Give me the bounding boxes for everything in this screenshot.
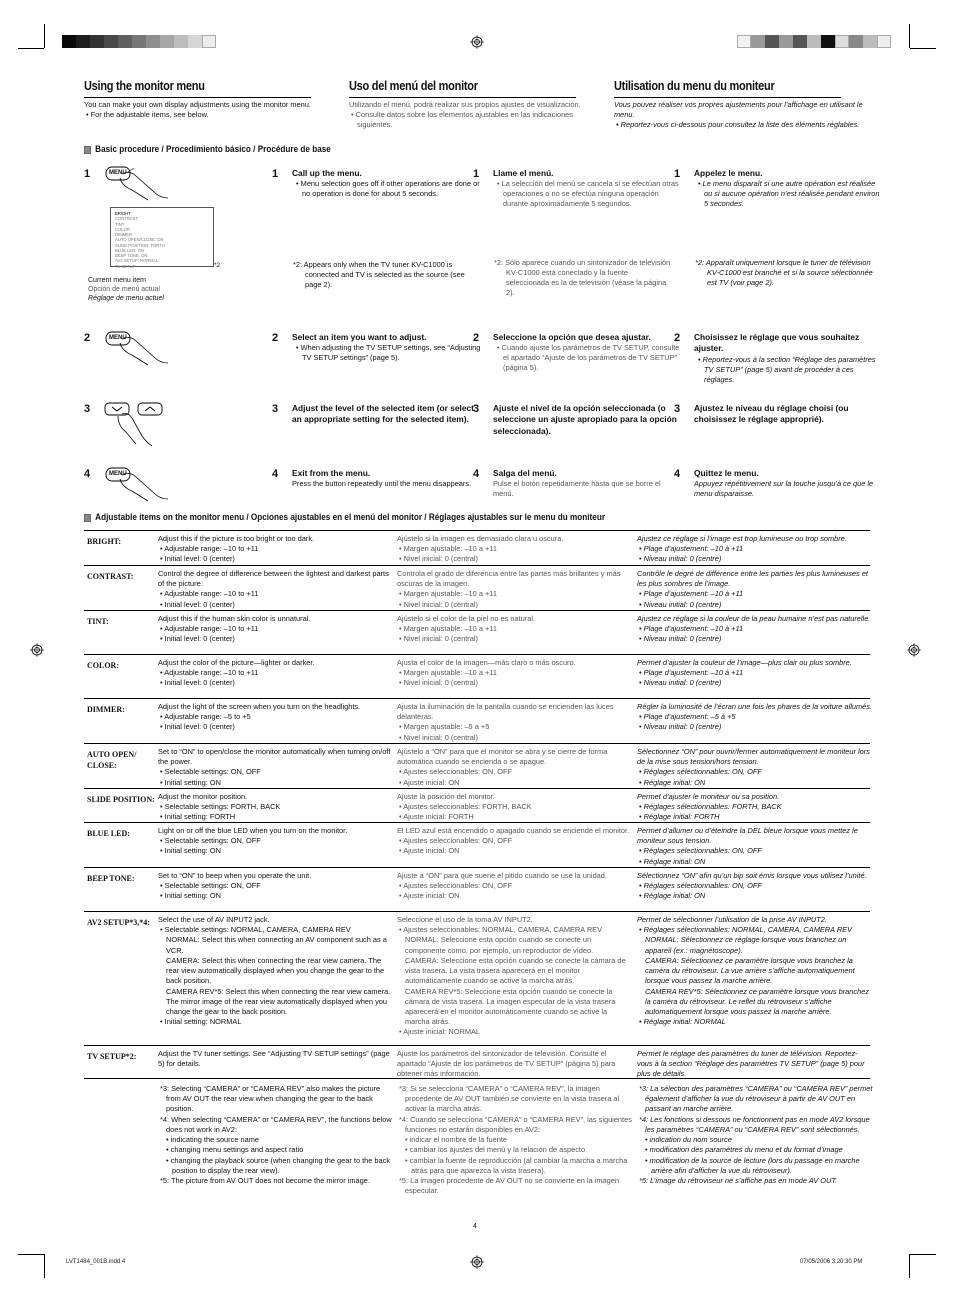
step-en-3 (292, 403, 482, 426)
step-title: Appelez le menu. (694, 168, 763, 178)
square-icon (84, 146, 91, 154)
menu-list-illustration (110, 207, 214, 267)
gray-scale-bar (62, 35, 216, 48)
cell-line: Permet d’ajuster le moniteur ou sa position. (637, 792, 780, 801)
step-title: Call up the menu. (292, 168, 362, 178)
cell-es (397, 826, 633, 857)
step-number: 1 (473, 168, 480, 180)
step-title: Ajuste el nivel de la opción seleccionada (o seleccione un ajuste apropiado para la opción seleccionada). (493, 403, 677, 436)
step-title: Quittez le menu. (694, 468, 759, 478)
cell-line: • Margen ajustable: –10 a +11 (399, 544, 497, 554)
cell-line: • Réglage initial: NORMAL (639, 1017, 726, 1027)
step-number: 3 (473, 403, 480, 415)
menu-list-item: SLIDE POSITION: FORTH (115, 242, 165, 248)
registration-mark-icon (907, 643, 921, 657)
cell-line: • Ajuste inicial: ON (399, 777, 460, 787)
page-title-es: Uso del menú del monitor (349, 78, 576, 98)
note-en: *2: Appears only when the TV tuner KV-C1000 is connected and TV is selected as the source (see page 2). (293, 260, 465, 289)
footnote-line: • cambiar la fuente de reproducción (al cambiar la marcha a marcha atrás para que aparezca la vista trasera). (405, 1155, 628, 1175)
row-label: BRIGHT: (87, 537, 122, 546)
crop-mark (910, 1254, 936, 1255)
cell-line: Ajusta el color de la imagen—más claro o más oscuro. (397, 658, 576, 667)
step-bullet: • Reportez-vous à la section “Réglage des paramètres TV SETUP” (page 5) avant de procéder à ces réglages. (698, 354, 876, 384)
section-heading-adjustable: Adjustable items on the monitor menu / Opciones ajustables en el menú del monitor / Réglages ajustables sur le menu du moniteur (84, 512, 605, 524)
step-fr-4 (694, 468, 884, 499)
table-row (84, 788, 870, 822)
hand-pressing-menu-icon: MENU (100, 329, 170, 374)
section-heading-basic: Basic procedure / Procedimiento básico / Procédure de base (84, 144, 331, 156)
cell-line: • Initial setting: ON (160, 777, 221, 787)
cell-fr (637, 569, 873, 610)
cell-en (158, 534, 394, 565)
row-label: SLIDE POSITION: (87, 795, 155, 804)
footnotes-es (397, 1084, 633, 1196)
menu-list-item: CONTRAST (115, 216, 139, 222)
step-text: Press the button repeatedly until the menu disappears. (292, 479, 472, 489)
table-row (84, 654, 870, 698)
cell-line: • Initial level: 0 (center) (160, 678, 235, 688)
column-en (84, 78, 342, 98)
cell-line: Ajustez ce réglage si l’image est trop lumineuse ou trop sombre. (637, 534, 847, 543)
step-title: Ajustez le niveau du réglage choisi (ou choisissez le réglage approprié). (694, 403, 849, 425)
cell-line: • Margen ajustable: –5 a +5 (399, 722, 490, 732)
row-label: COLOR: (87, 661, 119, 670)
cell-fr (637, 658, 873, 689)
cell-line: • Niveau initial: 0 (centre) (639, 678, 722, 688)
cell-line: • Plage d’ajustement: –5 à +5 (639, 712, 736, 722)
cell-line: • Adjustable range: –5 to +5 (160, 712, 251, 722)
crop-mark (44, 1254, 45, 1278)
cell-en (158, 747, 394, 788)
step-fr-3 (694, 403, 884, 426)
table-row (84, 1045, 870, 1078)
step-number: 2 (674, 332, 681, 344)
step-bullet: • When adjusting the TV SETUP settings, see “Adjusting TV SETUP settings” (page 5). (296, 343, 481, 363)
step-number: 1 (272, 168, 279, 180)
cell-line: • Plage d’ajustement: –10 à +11 (639, 668, 744, 678)
step-number: 3 (674, 403, 681, 415)
cell-line: CAMERA: Sélectionnez ce paramètre lorsque vous branchez la caméra du rétroviseur. La vue arrière s’affiche automatiquement lorsque vous passez la marche arrière. (645, 955, 855, 986)
step-title: Llame el menú. (493, 168, 554, 178)
cell-line: CAMERA: Select this when connecting the rear view camera. The rear view automatically displayed when you change the gear to the back position. (166, 955, 385, 986)
cell-line: • Selectable settings: ON, OFF (160, 881, 261, 891)
step-number: 2 (473, 332, 480, 344)
cell-fr (637, 792, 873, 823)
cell-line: • Initial setting: FORTH (160, 812, 236, 822)
cell-line: Set to “ON” to beep when you operate the unit. (158, 871, 312, 880)
step-en-1 (292, 168, 482, 199)
square-icon (84, 514, 91, 522)
registration-mark-icon (470, 1255, 484, 1269)
table-row (84, 565, 870, 610)
menu-button-label: MENU (109, 170, 127, 176)
page-title-fr: Utilisation du menu du moniteur (614, 78, 841, 98)
step-number: 4 (674, 468, 681, 480)
cell-line: Adjust this if the human skin color is unnatural. (158, 614, 311, 623)
step-number: 3 (272, 403, 279, 415)
cell-es (397, 702, 633, 743)
footer-date: 07/05/2006 3:20:30 PM (800, 1259, 863, 1265)
cell-line: • Réglage initial: ON (639, 856, 706, 866)
footnote-mark: *2 (214, 262, 221, 269)
step-number: 4 (84, 468, 91, 480)
menu-list-item: TINT (115, 221, 125, 227)
footnote-line: • changing the playback source (when changing the gear to the back position to display the rear view). (166, 1155, 391, 1175)
cell-line: Ajústelo si la imagen es demasiado clara u oscura. (397, 534, 564, 543)
cell-line: NORMAL: Sélectionnez ce réglage lorsque vous branchez un appareil (ex.: magnétoscope). (645, 935, 847, 955)
footnote-line: • indicar el nombre de la fuente (405, 1135, 508, 1145)
row-label: DIMMER: (87, 705, 125, 714)
cell-es (397, 871, 633, 902)
cell-line: • Initial level: 0 (center) (160, 554, 235, 564)
footnote-line: • indication du nom source (645, 1135, 732, 1145)
table-row (84, 743, 870, 788)
step-title: Seleccione la opción que desea ajustar. (493, 332, 651, 342)
cell-line: • Réglage initial: ON (639, 891, 706, 901)
row-label: BLUE LED: (87, 829, 130, 838)
cell-line: Controla el grado de diferencia entre las partes más brillantes y más oscuras de la imagen. (397, 569, 621, 589)
cell-line: • Réglages sélectionnables: ON, OFF (639, 846, 762, 856)
cell-line: Régler la luminosité de l’écran une fois les phares de la voiture allumés. (637, 702, 872, 711)
cell-fr (637, 747, 873, 788)
row-label: TINT: (87, 617, 109, 626)
cell-fr (637, 534, 873, 565)
cell-line: • Niveau initial: 0 (centre) (639, 554, 722, 564)
footnote-line: *5: The picture from AV OUT does not become the mirror image. (160, 1175, 370, 1185)
column-es (349, 78, 607, 98)
cell-line: • Nivel inicial: 0 (central) (399, 554, 478, 564)
cell-line: • Plage d’ajustement: –10 à +11 (639, 544, 744, 554)
cell-line: • Initial level: 0 (center) (160, 599, 235, 609)
cell-fr (637, 915, 873, 1027)
step-bullet: • Le menu disparaît si une autre opération est réalisée ou si aucune opération n’est réalisée pendant environ 5 secondes. (698, 179, 880, 209)
footnote-line: *5: La imagen procedente de AV OUT no se convierte en la imagen especular. (399, 1175, 619, 1196)
menu-list-item: AV2 SETUP: NORMAL (115, 258, 158, 264)
footnote-line: • cambiar los ajustes del menú y la relación de aspecto (405, 1145, 586, 1155)
footnotes-en (158, 1084, 394, 1186)
step-text: Appuyez répétitivement sur la touche jusqu’à ce que le menu disparaisse. (694, 479, 874, 499)
cell-line: • Selectable settings: ON, OFF (160, 836, 261, 846)
menu-list-item: AUTO OPEN/CLOSE: ON (115, 237, 164, 243)
cell-en (158, 658, 394, 689)
cell-line: Ajustez ce réglage si la couleur de la peau humaine n’est pas naturelle. (637, 614, 871, 623)
cell-line: • Initial level: 0 (center) (160, 634, 235, 644)
step-title: Select an item you want to adjust. (292, 332, 427, 342)
step-title: Salga del menú. (493, 468, 557, 478)
cell-en (158, 915, 394, 1027)
cell-line: CAMERA REV*5: Seleccione esta opción cuando se conecte la cámara de vista trasera. La imagen especular de la vista trasera aparecerá en el monitor automáticamente cuando se active la marcha atrás. (405, 986, 616, 1027)
cell-line: CAMERA REV*5: Select this when connecting the rear view camera. The mirror image of the rear view automatically displayed when you change the gear to the back position. (166, 986, 391, 1016)
menu-list-item: DIMMER (115, 232, 132, 237)
table-row (84, 911, 870, 1045)
cell-line: • Nivel inicial: 0 (central) (399, 634, 478, 644)
cell-line: Adjust this if the picture is too bright or too dark. (158, 534, 315, 543)
cell-en (158, 1049, 394, 1069)
step-number: 4 (473, 468, 480, 480)
cell-line: • Niveau initial: 0 (centre) (639, 599, 722, 609)
cell-line: • Réglages sélectionnables: FORTH, BACK (639, 802, 782, 812)
crop-mark (18, 48, 44, 49)
cell-line: NORMAL: Select this when connecting an AV component such as a VCR. (166, 935, 387, 955)
step-number: 1 (84, 168, 91, 180)
crop-mark (18, 1254, 44, 1255)
cell-line: Ajuste a “ON” para que suene el pitido cuando se use la unidad. (397, 871, 607, 880)
cell-es (397, 658, 633, 689)
cell-line: • Selectable settings: ON, OFF (160, 767, 261, 777)
cell-line: Adjust the color of the picture—lighter or darker. (158, 658, 315, 667)
step-text: Pulse el botón repetidamente hasta que se borre el menú. (493, 479, 661, 499)
cell-es (397, 614, 633, 645)
cell-line: Ajusta la iluminación de la pantalla cuando se encienden las luces delanteras. (397, 702, 614, 722)
step-number: 4 (272, 468, 279, 480)
cell-line: • Réglage initial: FORTH (639, 812, 720, 822)
cell-line: Seleccione el uso de la toma AV INPUT2. (397, 915, 533, 924)
cell-line: • Initial level: 0 (center) (160, 722, 235, 732)
cell-en (158, 826, 394, 857)
cell-line: • Selectable settings: NORMAL, CAMERA, CAMERA REV (160, 925, 351, 935)
cell-line: Ajústelo a “ON” para que el monitor se abra y se cierre de forma automática cuando se encienda o se apague. (397, 747, 608, 767)
cell-line: Contrôle le degré de différence entre les parties les plus lumineuses et les plus sombres de l’image. (637, 569, 868, 589)
current-item-caption: Current menu item Opción de menú actual Réglage de menu actuel (88, 277, 164, 303)
cell-line: Light on or off the blue LED when you turn on the monitor. (158, 826, 348, 835)
cell-line: • Margen ajustable: –10 a +11 (399, 624, 497, 634)
cell-en (158, 871, 394, 902)
menu-list-item: BRIGHT (115, 211, 131, 216)
cell-line: • Initial setting: ON (160, 846, 221, 856)
cell-line: • Initial setting: ON (160, 891, 221, 901)
cell-line: • Margen ajustable: –10 a +11 (399, 589, 497, 599)
cell-line: Permet de sélectionner l’utilisation de la prise AV INPUT2. (637, 915, 827, 924)
cell-line: • Initial setting: NORMAL (160, 1017, 242, 1027)
cell-line: El LED azul está encendido o apagado cuando se enciende el monitor. (397, 826, 630, 835)
cell-fr (637, 614, 873, 645)
cell-line: Adjust the light of the screen when you turn on the headlights. (158, 702, 361, 711)
crop-mark (909, 24, 910, 48)
cell-line: Adjust the monitor position. (158, 792, 248, 801)
footer-file: LVT1484_001B.indd 4 (66, 1259, 126, 1265)
cell-line: CAMERA: Seleccione esta opción cuando se conecte la cámara de vista trasera. La vista trasera aparecerá en el monitor automáticamente cuando se active la marcha atrás. (405, 955, 626, 986)
cell-line: • Ajustes seleccionables: ON, OFF (399, 881, 513, 891)
cell-line: • Adjustable range: –10 to +11 (160, 544, 259, 554)
registration-mark-icon (470, 35, 484, 49)
cell-line: • Ajuste inicial: FORTH (399, 812, 474, 822)
footnote-line: *4: When selecting “CAMERA” or “CAMERA REV”, the functions below does not work in AV2: (160, 1114, 392, 1134)
cell-en (158, 569, 394, 610)
cell-line: Ajuste la posición del monitor. (397, 792, 495, 801)
step-en-4 (292, 468, 482, 489)
cell-line: Permet d’ajuster la couleur de l’image—plus clair ou plus sombre. (637, 658, 852, 667)
step-title: Adjust the level of the selected item (or select an appropriate setting for the selected item). (292, 403, 474, 425)
cell-line: • Niveau initial: 0 (centre) (639, 634, 722, 644)
crop-mark (910, 48, 936, 49)
step-es-3 (493, 403, 683, 437)
footnote-line: • indicating the source name (166, 1135, 259, 1145)
step-number: 1 (674, 168, 681, 180)
step-number: 3 (84, 403, 91, 415)
cell-line: • Ajuste inicial: ON (399, 891, 460, 901)
step-fr-1 (694, 168, 884, 209)
cell-line: • Ajustes seleccionables: NORMAL, CAMERA, CAMERA REV (399, 925, 603, 935)
table-row (84, 610, 870, 654)
cell-line: CAMERA REV*5: Sélectionnez ce paramètre lorsque vous branchez la caméra du rétroviseur. Le reflet du rétroviseur s’affiche automatiquement lorsque vous passez la marche arrière. (645, 986, 870, 1016)
footnote-line: • modification de la source de lecture (lors du passage en marche arrière afin d’afficher la vue du rétroviseur). (645, 1155, 860, 1175)
row-label: CONTRAST: (87, 572, 134, 581)
cell-line: Control the degree of difference between the lightest and darkest parts of the picture. (158, 569, 389, 589)
note-es: *2: Sólo aparece cuando un sintonizador de televisión KV-C1000 está conectado y la fuente seleccionada es la de televisión (véase la página 2). (494, 258, 671, 297)
cell-line: • Niveau initial: 0 (centre) (639, 722, 722, 732)
cell-line: Ajuste los parámetros del sintonizador de televisión. Consulte el apartado “Ajuste de los parámetros de TV SETUP” (página 5) para obtener más información. (397, 1049, 616, 1079)
step-en-2 (292, 332, 482, 363)
cell-line: • Adjustable range: –10 to +11 (160, 624, 259, 634)
cell-fr (637, 826, 873, 867)
step-bullet: • Cuando ajuste los parámetros de TV SETUP, consulte el apartado “Ajuste de los parámetros de TV SETUP” (página 5). (497, 343, 680, 373)
intro-es: Utilizando el menú, podrá realizar sus propios ajustes de visualización. • Consulte datos sobre los elementos ajustables en las indicaciones siguientes. (349, 100, 581, 129)
intro-fr: Vous pouvez réaliser vos propres ajustements pour l’affichage en utilisant le menu. • Reportez-vous ci-dessous pour consultez la liste des éléments réglables. (614, 100, 863, 129)
crop-mark (44, 24, 45, 48)
footnotes-row (84, 1078, 873, 1208)
column-fr (614, 78, 872, 98)
cell-en (158, 614, 394, 645)
step-title: Choisissez le réglage que vous souhaitez ajuster. (694, 332, 860, 354)
table-row (84, 530, 870, 565)
cell-line: • Adjustable range: –10 to +11 (160, 668, 259, 678)
cell-line: • Ajustes seleccionables: ON, OFF (399, 836, 513, 846)
footnotes-fr (637, 1084, 873, 1186)
step-bullet: • La selección del menú se cancela si se efectúan otras operaciones o no se efectúa ninguna operación durante aproximadamente 5 segundos. (497, 179, 679, 209)
step-number: 2 (272, 332, 279, 344)
step-es-2 (493, 332, 683, 373)
cell-es (397, 915, 633, 1038)
cell-en (158, 792, 394, 823)
cell-line: Set to “ON” to open/close the monitor automatically when turning on/off the power. (158, 747, 391, 767)
step-fr-2 (694, 332, 884, 385)
cell-line: • Ajuste inicial: ON (399, 846, 460, 856)
hand-pressing-arrows-icon (102, 400, 172, 453)
cell-line: • Nivel inicial: 0 (central) (399, 732, 478, 742)
cell-line: • Réglages sélectionnables: ON, OFF (639, 881, 762, 891)
cell-line: Select the use of AV INPUT2 jack. (158, 915, 270, 924)
table-row (84, 867, 870, 911)
cell-es (397, 747, 633, 788)
cell-line: • Réglage initial: ON (639, 777, 706, 787)
footnote-line: *3: Si se selecciona “CAMERA” o “CAMERA REV”, la imagen procedente de AV OUT también se convierte en la vista trasera al activar la marcha atrás. (399, 1084, 620, 1114)
menu-list-item: BLUE LED: ON (115, 247, 144, 253)
cell-line: • Réglages sélectionnables: NORMAL, CAMERA, CAMERA REV (639, 925, 853, 935)
table-row (84, 822, 870, 867)
cell-line: • Plage d’ajustement: –10 à +11 (639, 589, 744, 599)
page-title-en: Using the monitor menu (84, 78, 311, 98)
cell-fr (637, 702, 873, 733)
footnote-line: *3: Selecting “CAMERA” or “CAMERA REV” also makes the picture from AV OUT the rear view when changing the gear to the back position. (160, 1084, 381, 1114)
step-es-1 (493, 168, 683, 209)
menu-list-item: BEEP TONE: ON (115, 253, 148, 258)
row-label: TV SETUP*2: (87, 1052, 137, 1061)
table-row (84, 698, 870, 743)
step-number: 2 (84, 332, 91, 344)
note-fr: *2: Apparaît uniquement lorsque le tuner de télévision KV-C1000 est branché et si la source sélectionnée est TV (voir page 2). (695, 258, 873, 287)
cell-line: • Selectable settings: FORTH, BACK (160, 802, 281, 812)
gray-scale-bar (737, 35, 891, 48)
cell-line: • Plage d’ajustement: –10 à +11 (639, 624, 744, 634)
menu-list-item: TV SETUP (115, 263, 136, 269)
intro-en: You can make your own display adjustments using the monitor menu. • For the adjustable items, see below. (84, 100, 311, 119)
footnote-line: *5: L’image du rétroviseur ne s’affiche pas en mode AV OUT. (639, 1175, 838, 1185)
cell-es (397, 534, 633, 565)
cell-line: NORMAL: Seleccione esta opción cuando se conecte un componente como, por ejemplo, un reproductor de vídeo. (405, 935, 594, 955)
step-title: Exit from the menu. (292, 468, 371, 478)
registration-mark-icon (30, 643, 44, 657)
cell-fr (637, 1049, 873, 1080)
step-bullet: • Menu selection goes off if other operations are done or no operation is done for about 5 seconds. (296, 179, 480, 199)
footnote-line: *4: Cuando se selecciona “CAMERA” o “CAMERA REV”, las siguientes funciones no estarán disponibles en AV2: (399, 1114, 632, 1134)
row-label: AUTO OPEN/ CLOSE: (87, 750, 137, 770)
cell-es (397, 1049, 633, 1080)
cell-line: • Réglages sélectionnables: ON, OFF (639, 767, 762, 777)
cell-fr (637, 871, 873, 902)
row-label: BEEP TONE: (87, 874, 135, 883)
cell-line: • Ajustes seleccionables: FORTH, BACK (399, 802, 532, 812)
row-label: AV2 SETUP*3,*4: (87, 918, 150, 927)
cell-es (397, 792, 633, 823)
footnote-line: *4: Les fonctions si dessous ne fonctionnent pas en mode AV2 lorsque les paramètres “CAMERA” ou “CAMERA REV” sont sélectionnés. (639, 1114, 870, 1134)
cell-line: • Ajustes seleccionables: ON, OFF (399, 767, 513, 777)
cell-line: Permet d’allumer ou d’éteindre la DEL bleue lorsque vous mettez le moniteur sous tension. (637, 826, 858, 846)
hand-pressing-menu-icon (100, 164, 170, 209)
cell-line: • Nivel inicial: 0 (central) (399, 678, 478, 688)
cell-es (397, 569, 633, 610)
cell-line: Ajústelo si el color de la piel no es natural. (397, 614, 536, 623)
crop-mark (909, 1254, 910, 1278)
cell-line: • Adjustable range: –10 to +11 (160, 589, 259, 599)
footnote-line: • changing menu settings and aspect ratio (166, 1145, 304, 1155)
cell-line: Sélectionnez “ON” afin qu’un bip soit émis lorsque vous utilisez l’unité. (637, 871, 867, 880)
cell-line: • Ajuste inicial: NORMAL (399, 1027, 481, 1037)
cell-line: • Margen ajustable: –10 a +11 (399, 668, 497, 678)
page-number: 4 (473, 1223, 477, 1230)
footnote-line: *3: La sélection des paramètres “CAMERA” ou “CAMERA REV” permet également d’afficher la vue du rétroviseur à partir de AV OUT en passant an marche arrière. (639, 1084, 873, 1114)
cell-line: Sélectionnez “ON” pour ouvrir/fermer automatiquement le moniteur lors de la mise sous tension/hors tension. (637, 747, 870, 767)
cell-line: • Nivel inicial: 0 (central) (399, 599, 478, 609)
cell-en (158, 702, 394, 733)
footnote-line: • modification des paramètres du menu et du format d’image (645, 1145, 843, 1155)
hand-pressing-menu-icon: MENU (100, 465, 170, 510)
menu-list-item: COLOR (115, 226, 130, 232)
cell-line: Permet le réglage des paramètres du tuner de télévision. Reportez-vous à la section “Réglage des paramètres TV SETUP” (page 5) pour plus de détails. (637, 1049, 865, 1079)
cell-line: Adjust the TV tuner settings. See “Adjusting TV SETUP settings” (page 5) for details. (158, 1049, 390, 1069)
step-es-4 (493, 468, 683, 499)
